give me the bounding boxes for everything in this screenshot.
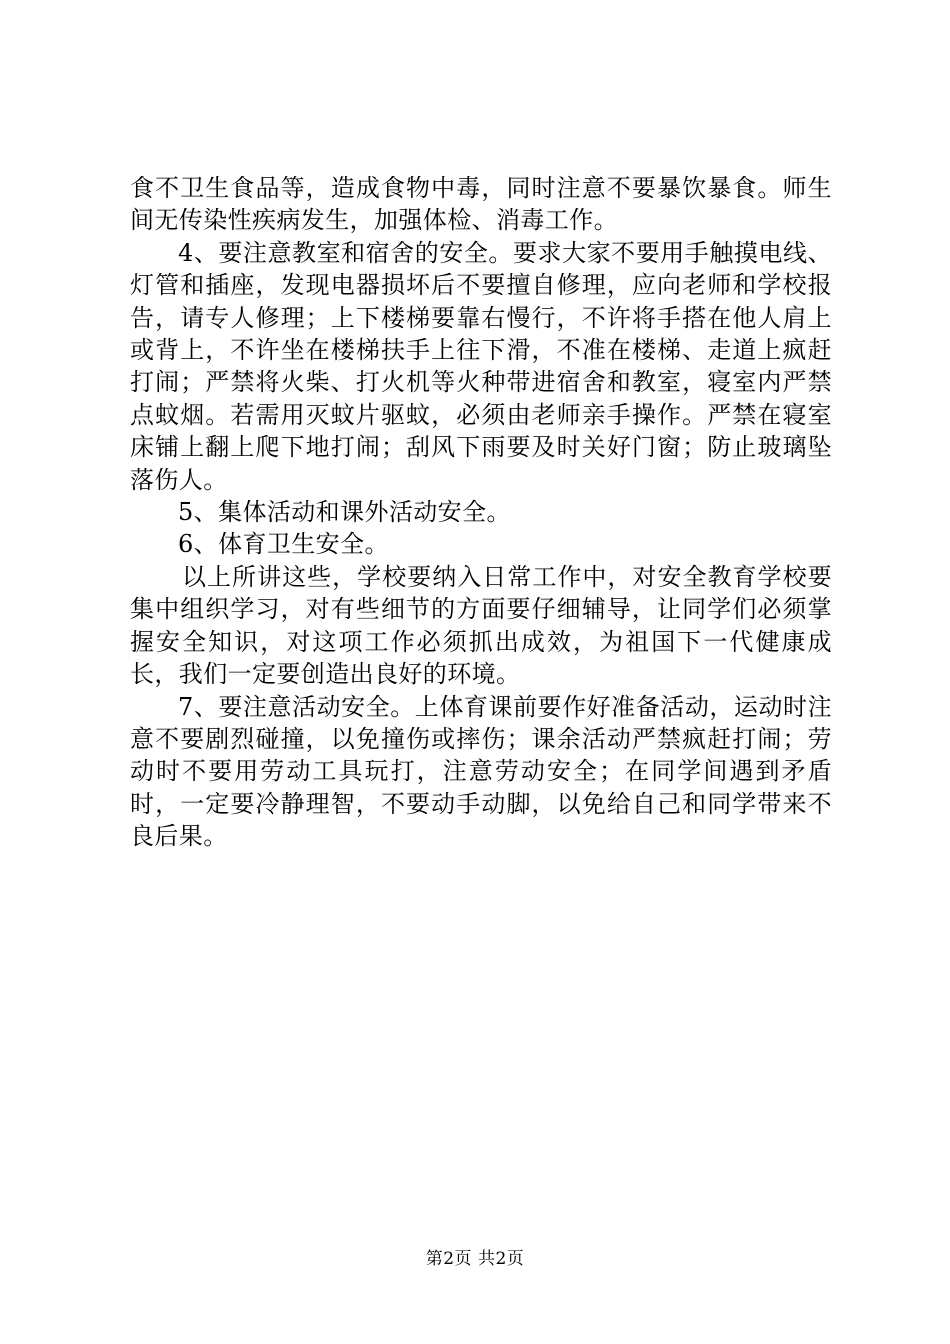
page-number-label: 第2页 共2页 <box>425 1249 525 1269</box>
document-body <box>130 172 832 853</box>
paragraph-summary: 以上所讲这些，学校要纳入日常工作中，对安全教育学校要集中组织学习，对有些细节的方面要仔细辅导，让同学们必须掌握安全知识，对这项工作必须抓出成效，为祖国下一代健康成长，我们一定要创造出良好的环境。 <box>130 562 832 689</box>
paragraph-item-4-dorm-safety: 4、要注意教室和宿舍的安全。要求大家不要用手触摸电线、灯管和插座，发现电器损坏后不要擅自修理，应向老师和学校报告，请专人修理；上下楼梯要靠右慢行，不许将手搭在他人肩上或背上，不许坐在楼梯扶手上往下滑，不准在楼梯、走道上疯赶打闹；严禁将火柴、打火机等火种带进宿舍和教室，寝室内严禁点蚊烟。若需用灭蚊片驱蚊，必须由老师亲手操作。严禁在寝室床铺上翻上爬下地打闹；刮风下雨要及时关好门窗；防止玻璃坠落伤人。 <box>130 238 832 494</box>
paragraph-item-5-activity-safety: 5、集体活动和课外活动安全。 <box>178 498 511 527</box>
paragraph-item-7-activity-safety: 7、要注意活动安全。上体育课前要作好准备活动，运动时注意不要剧烈碰撞，以免撞伤或摔伤；课余活动严禁疯赶打闹；劳动时不要用劳动工具玩打，注意劳动安全；在同学间遇到矛盾时，一定要冷静理智，不要动手动脚，以免给自己和同学带来不良后果。 <box>130 692 832 851</box>
paragraph-food-hygiene: 食不卫生食品等，造成食物中毒，同时注意不要暴饮暴食。师生间无传染性疾病发生，加强体检、消毒工作。 <box>130 174 832 235</box>
paragraph-item-6-sports-hygiene: 6、体育卫生安全。 <box>178 530 389 559</box>
page-footer <box>0 1244 950 1269</box>
